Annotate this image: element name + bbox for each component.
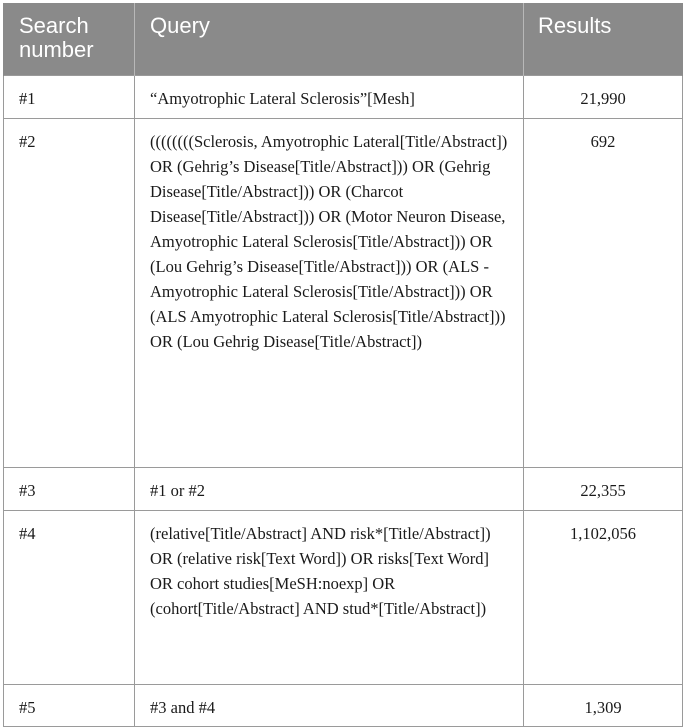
table-row [4,75,683,118]
search-number-cell: #5 [4,684,135,726]
results-cell: 22,355 [524,467,683,510]
query-text: “Amyotrophic Lateral Sclerosis”[Mesh] [150,88,415,108]
header-search-number: Search number [4,3,135,75]
search-strategy-table [3,3,683,727]
search-number-cell: #1 [4,75,135,118]
query-cell [135,510,524,684]
search-number-cell: #4 [4,510,135,684]
query-text: #3 and #4 [150,697,216,717]
table-row [4,510,683,684]
query-cell [135,118,524,467]
header-results: Results [524,3,683,75]
results-cell: 1,102,056 [524,510,683,684]
query-text: #1 or #2 [150,480,205,500]
query-text: (relative[Title/Abstract] AND risk*[Title/Abstract]) OR (relative risk[Text Word]) OR risks[Text Word] OR cohort studies[MeSH:noexp] OR (cohort[Title/Abstract] AND stud*[Title/Abstract]) [150,523,491,618]
table-header [4,3,683,75]
results-cell: 21,990 [524,75,683,118]
search-number-cell: #2 [4,118,135,467]
search-number-cell: #3 [4,467,135,510]
query-cell [135,684,524,726]
query-cell [135,467,524,510]
table-row [4,684,683,726]
results-cell: 692 [524,118,683,467]
table-row [4,467,683,510]
query-text: ((((((((Sclerosis, Amyotrophic Lateral[Title/Abstract]) OR (Gehrig’s Disease[Title/Abstract])) OR (Gehrig Disease[Title/Abstract])) OR (Charcot Disease[Title/Abstract])) OR (Motor Neuron Disease, Amyotrophic Lateral Sclerosis[Title/Abstract])) OR (Lou Gehrig’s Disease[Title/Abstract])) OR (ALS - Amyotrophic Lateral Sclerosis[Title/Abstract])) OR (ALS Amyotrophic Lateral Sclerosis[Title/Abstract])) OR (Lou Gehrig Disease[Title/Abstract]) [150,131,508,351]
header-query: Query [135,3,524,75]
results-cell: 1,309 [524,684,683,726]
table-row [4,118,683,467]
query-cell [135,75,524,118]
